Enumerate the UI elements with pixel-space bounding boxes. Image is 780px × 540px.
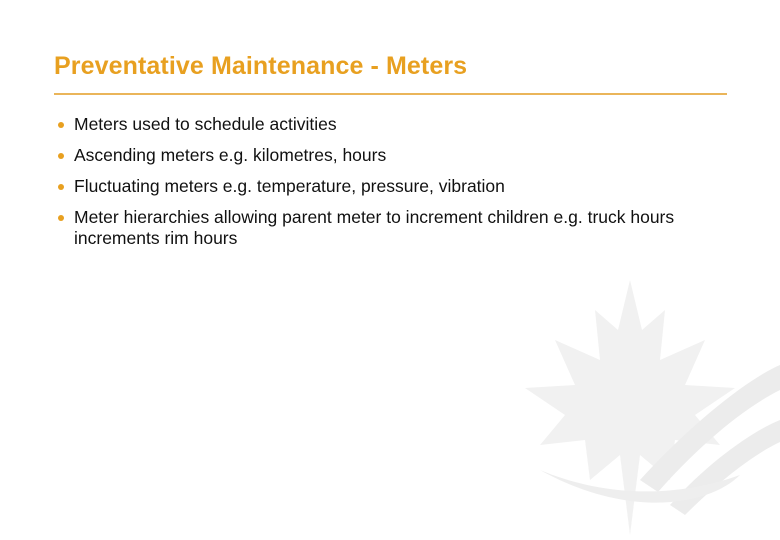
bullet-item xyxy=(54,145,734,166)
bullet-dot-icon xyxy=(58,122,64,128)
bullet-dot-icon xyxy=(58,215,64,221)
bullet-text: Fluctuating meters e.g. temperature, pressure, vibration xyxy=(74,176,505,196)
bullet-item xyxy=(54,207,734,249)
bullet-text: Meters used to schedule activities xyxy=(74,114,337,134)
bullet-dot-icon xyxy=(58,153,64,159)
bullet-dot-icon xyxy=(58,184,64,190)
slide-title: Preventative Maintenance - Meters xyxy=(54,52,468,80)
bullet-list xyxy=(54,114,734,259)
bullet-item xyxy=(54,114,734,135)
bullet-text: Meter hierarchies allowing parent meter to increment children e.g. truck hours increments rim hours xyxy=(74,207,675,248)
maple-leaf-swoosh-logo-icon xyxy=(480,270,780,540)
bullet-text: Ascending meters e.g. kilometres, hours xyxy=(74,145,387,165)
title-underline xyxy=(54,93,727,95)
bullet-item xyxy=(54,176,734,197)
